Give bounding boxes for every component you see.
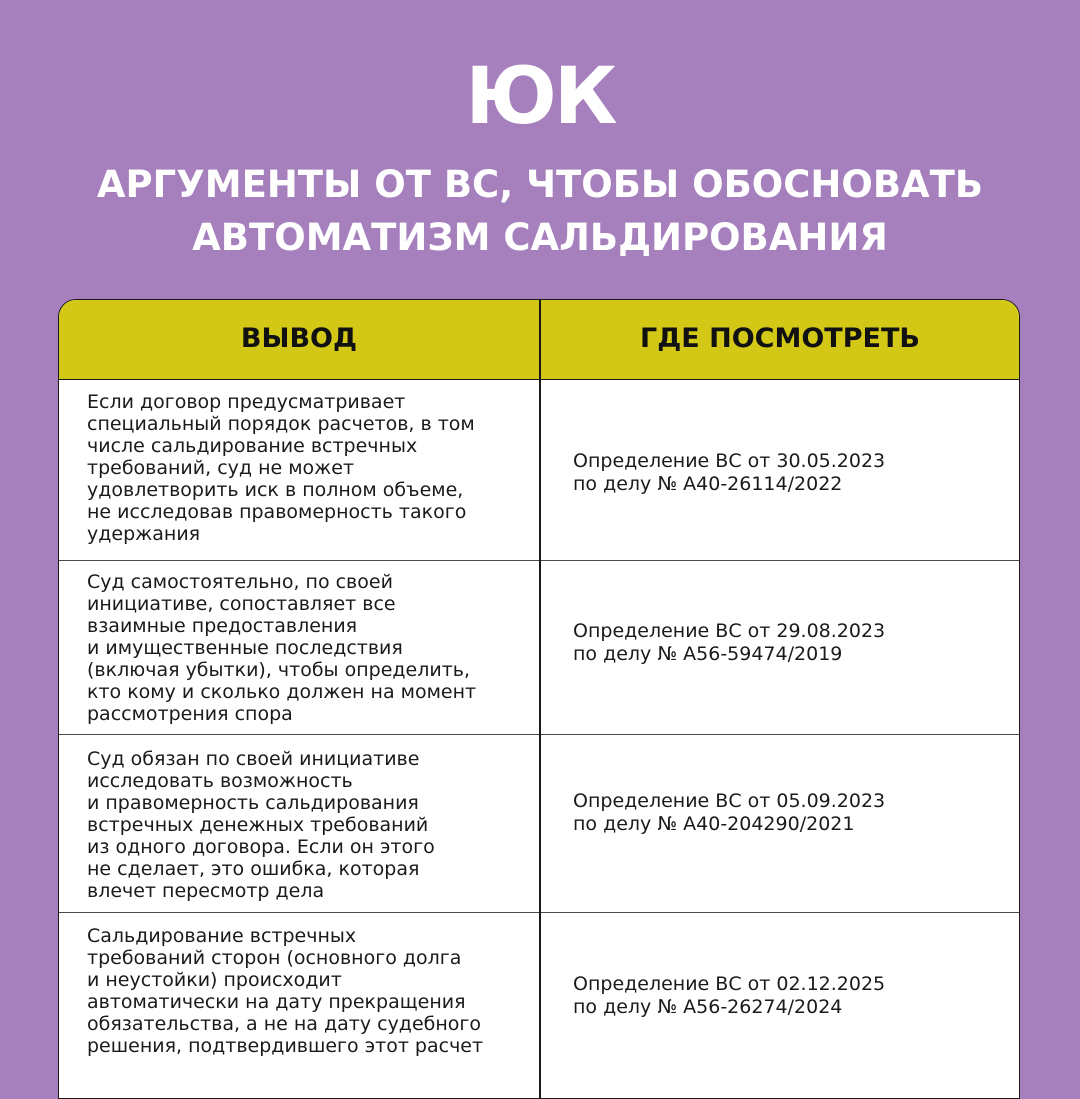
conclusion-line: взаимные предоставления [87,615,358,637]
conclusion-line: (включая убытки), чтобы определить, [87,659,471,681]
reference-cell [573,973,1003,1019]
conclusion-line: удовлетворить иск в полном объеме, [87,479,464,501]
conclusion-line: требований, суд не может [87,457,355,479]
brand-logo: ЮК [465,52,615,142]
conclusion-line: не сделает, это ошибка, которая [87,858,420,880]
reference-line: по делу № А56-59474/2019 [573,643,843,665]
page-title-line-2: АВТОМАТИЗМ САЛЬДИРОВАНИЯ [192,216,888,259]
column-header-conclusion: ВЫВОД [240,323,358,354]
conclusion-cell [87,925,527,1057]
conclusion-cell [87,571,527,725]
reference-line: Определение ВС от 29.08.2023 [573,620,886,642]
conclusion-line: из одного договора. Если он этого [87,836,435,858]
conclusion-line: обязательства, а не на дату судебного [87,1013,482,1035]
conclusion-line: Сальдирование встречных [87,925,357,947]
reference-line: по делу № А40-204290/2021 [573,813,855,835]
conclusion-line: инициативе, сопоставляет все [87,593,396,615]
conclusion-line: влечет пересмотр дела [87,880,325,902]
conclusion-line: требований сторон (основного долга [87,947,462,969]
conclusion-line: Суд обязан по своей инициативе [87,748,420,770]
conclusion-line: исследовать возможность [87,770,353,792]
reference-line: по делу № А40-26114/2022 [573,473,843,495]
conclusion-line: и неустойки) происходит [87,969,342,991]
conclusion-line: не исследовав правомерность такого [87,501,467,523]
conclusion-line: Суд самостоятельно, по своей [87,571,393,593]
reference-line: Определение ВС от 02.12.2025 [573,973,886,995]
conclusion-line: удержания [87,523,201,545]
conclusion-line: рассмотрения спора [87,703,293,725]
conclusion-line: и имущественные последствия [87,637,403,659]
column-divider [539,300,541,1098]
conclusion-line: специальный порядок расчетов, в том [87,413,475,435]
conclusion-cell [87,391,527,545]
conclusion-cell [87,748,527,902]
reference-line: по делу № А56-26274/2024 [573,996,843,1018]
conclusion-line: числе сальдирование встречных [87,435,418,457]
conclusion-line: Если договор предусматривает [87,391,406,413]
conclusion-line: встречных денежных требований [87,814,429,836]
rulings-table [58,299,1020,1099]
conclusion-line: решения, подтвердившего этот расчет [87,1035,484,1057]
conclusion-line: кто кому и сколько должен на момент [87,681,477,703]
reference-cell [573,450,1003,496]
page-title-line-1: АРГУМЕНТЫ ОТ ВС, ЧТОБЫ ОБОСНОВАТЬ [96,163,984,206]
reference-cell [573,620,1003,666]
conclusion-line: автоматически на дату прекращения [87,991,466,1013]
reference-line: Определение ВС от 30.05.2023 [573,450,886,472]
column-header-where-to-look: ГДЕ ПОСМОТРЕТЬ [640,323,920,354]
page-title [40,158,1040,264]
conclusion-line: и правомерность сальдирования [87,792,419,814]
reference-cell [573,790,1003,836]
reference-line: Определение ВС от 05.09.2023 [573,790,886,812]
